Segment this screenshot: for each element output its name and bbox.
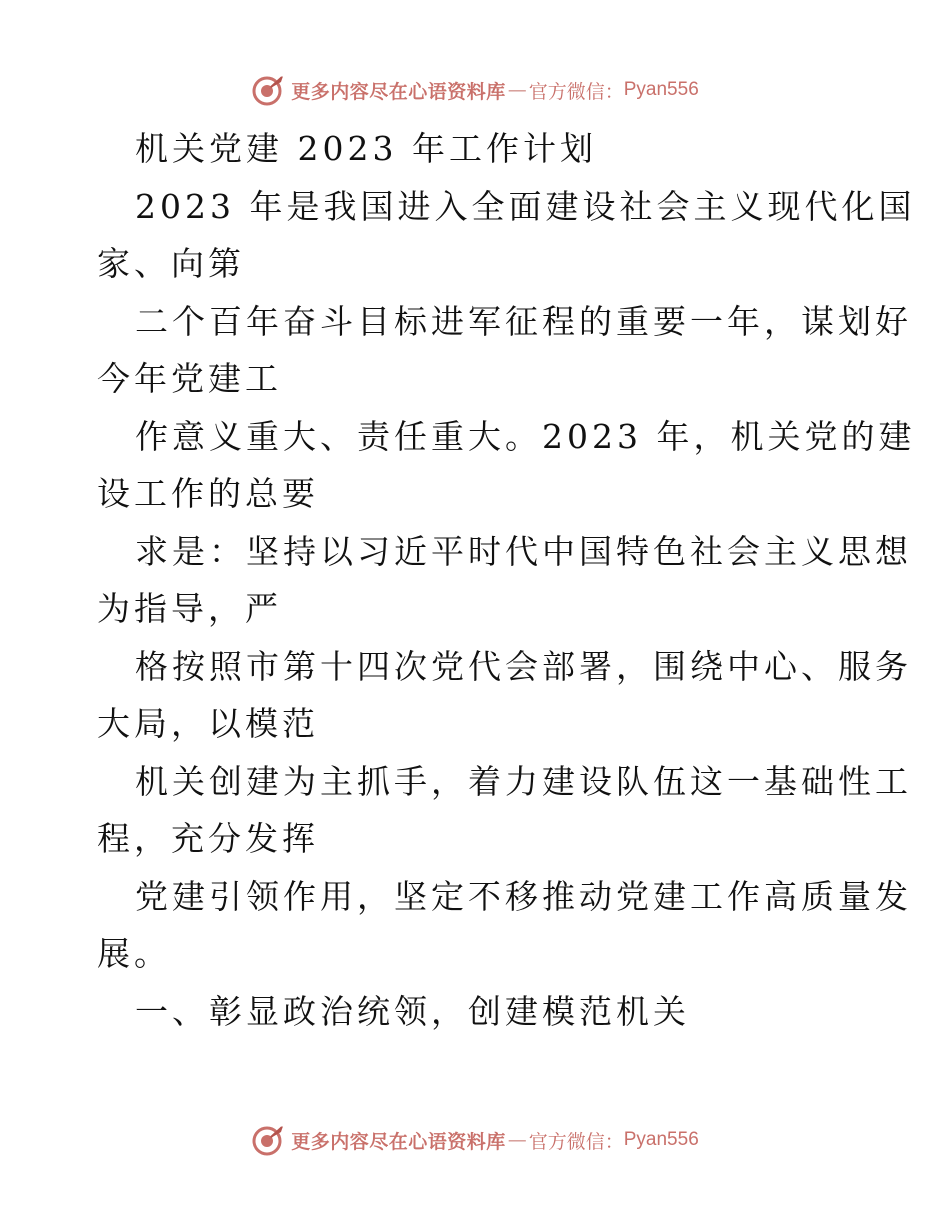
watermark-logo-icon	[251, 1123, 285, 1157]
paragraph-line: 展。	[97, 934, 171, 973]
watermark-wechat-id: Pyan556	[623, 1129, 699, 1150]
paragraph-line: 今年党建工	[97, 359, 282, 398]
paragraph-line: 2023 年是我国进入全面建设社会主义现代化国	[135, 186, 916, 226]
watermark-logo-icon	[251, 73, 285, 107]
watermark-main-text: 更多内容尽在心语资料库	[291, 1130, 506, 1153]
watermark-footer	[0, 1120, 950, 1160]
paragraph-line: 作意义重大、责任重大。2023 年，机关党的建	[135, 416, 916, 456]
paragraph-line: 大局，以模范	[97, 704, 319, 743]
watermark-separator: —	[507, 79, 527, 101]
paragraph-line: 求是：坚持以习近平时代中国特色社会主义思想	[135, 531, 912, 571]
paragraph-line: 格按照市第十四次党代会部署，围绕中心、服务	[135, 646, 912, 686]
watermark-wechat-label: 官方微信：	[528, 80, 624, 103]
watermark-wechat-label: 官方微信：	[528, 1130, 624, 1153]
watermark-header	[0, 70, 950, 110]
watermark-separator: —	[507, 1129, 527, 1151]
paragraph-line: 程，充分发挥	[97, 819, 319, 858]
paragraph-line: 二个百年奋斗目标进军征程的重要一年，谋划好	[135, 301, 912, 341]
watermark-wechat-id: Pyan556	[623, 79, 699, 100]
section-heading: 一、彰显政治统领，创建模范机关	[135, 991, 690, 1031]
paragraph-line: 为指导，严	[97, 589, 282, 628]
document-body	[97, 120, 916, 1040]
paragraph-line: 设工作的总要	[97, 474, 319, 513]
document-title: 机关党建 2023 年工作计划	[135, 129, 597, 168]
watermark-main-text: 更多内容尽在心语资料库	[291, 80, 506, 103]
paragraph-line: 党建引领作用，坚定不移推动党建工作高质量发	[135, 876, 912, 916]
paragraph-line: 机关创建为主抓手，着力建设队伍这一基础性工	[135, 761, 912, 801]
paragraph-line: 家、向第	[97, 244, 245, 283]
